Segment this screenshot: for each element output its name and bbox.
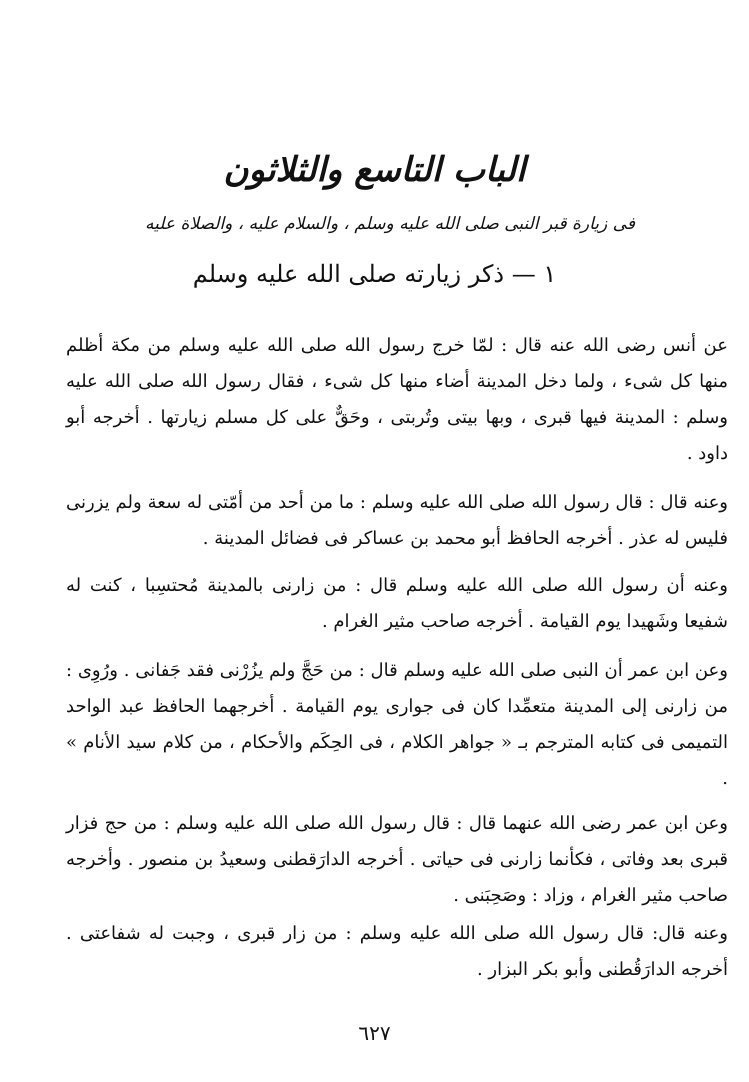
paragraph: وعنه قال : قال رسول الله صلى الله عليه وسلم : ما من أحد من أمّتى له سعة ولم يزرنى فليس له عذر . أخرجه الحافظ أبو محمد بن عساكر فى فضائل المدينة . [66, 492, 728, 549]
section-heading: ١ — ذكر زيارته صلى الله عليه وسلم [192, 260, 557, 288]
paragraph: وعنه أن رسول الله صلى الله عليه وسلم قال : من زارنى بالمدينة مُحتسِبا ، كنت له شفيعا وشَهيدا يوم القيامة . أخرجه صاحب مثير الغرام . [66, 575, 728, 632]
page-number: ٦٢٧ [358, 1021, 391, 1045]
paragraph: وعن ابن عمر أن النبى صلى الله عليه وسلم قال : من حَجَّ ولم يزُرْنى فقد جَفانى . ورُوِى : من زارنى إلى المدينة متعمِّدا كان فى جوارى يوم القيامة . أخرجهما الحافظ عبد الواحد التميمى فى كتابه المترجم بـ « جواهر الكلام ، فى الحِكَم والأحكام ، من كلام سيد الأنام » . [66, 660, 728, 789]
chapter-title: الباب التاسع والثلاثون [223, 150, 526, 190]
paragraph: وعن ابن عمر رضى الله عنهما قال : قال رسول الله صلى الله عليه وسلم : من حج فزار قبرى بعد وفاتى ، فكأنما زارنى فى حياتى . أخرجه الدارَقطنى وسعيدُ بن منصور . وأخرجه صاحب مثير الغرام ، وزاد : وصَحِبَنى . [66, 813, 728, 906]
paragraph: عن أنس رضى الله عنه قال : لمّا خرج رسول الله صلى الله عليه وسلم من مكة أظلم منها كل شىء ، ولما دخل المدينة أضاء منها كل شىء ، فقال رسول الله صلى الله عليه وسلم : المدينة فيها قبرى ، وبها بيتى وتُربتى ، وحَقٌّ على كل مسلم زيارتها . أخرجه أبو داود . [66, 335, 728, 464]
chapter-subtitle: فى زيارة قبر النبى صلى الله عليه وسلم ، والسلام عليه ، والصلاة عليه [145, 214, 635, 234]
paragraph: وعنه قال: قال رسول الله صلى الله عليه وسلم : من زار قبرى ، وجبت له شفاعتى . أخرجه الدارَقُطنى وأبو بكر البزار . [66, 923, 728, 980]
